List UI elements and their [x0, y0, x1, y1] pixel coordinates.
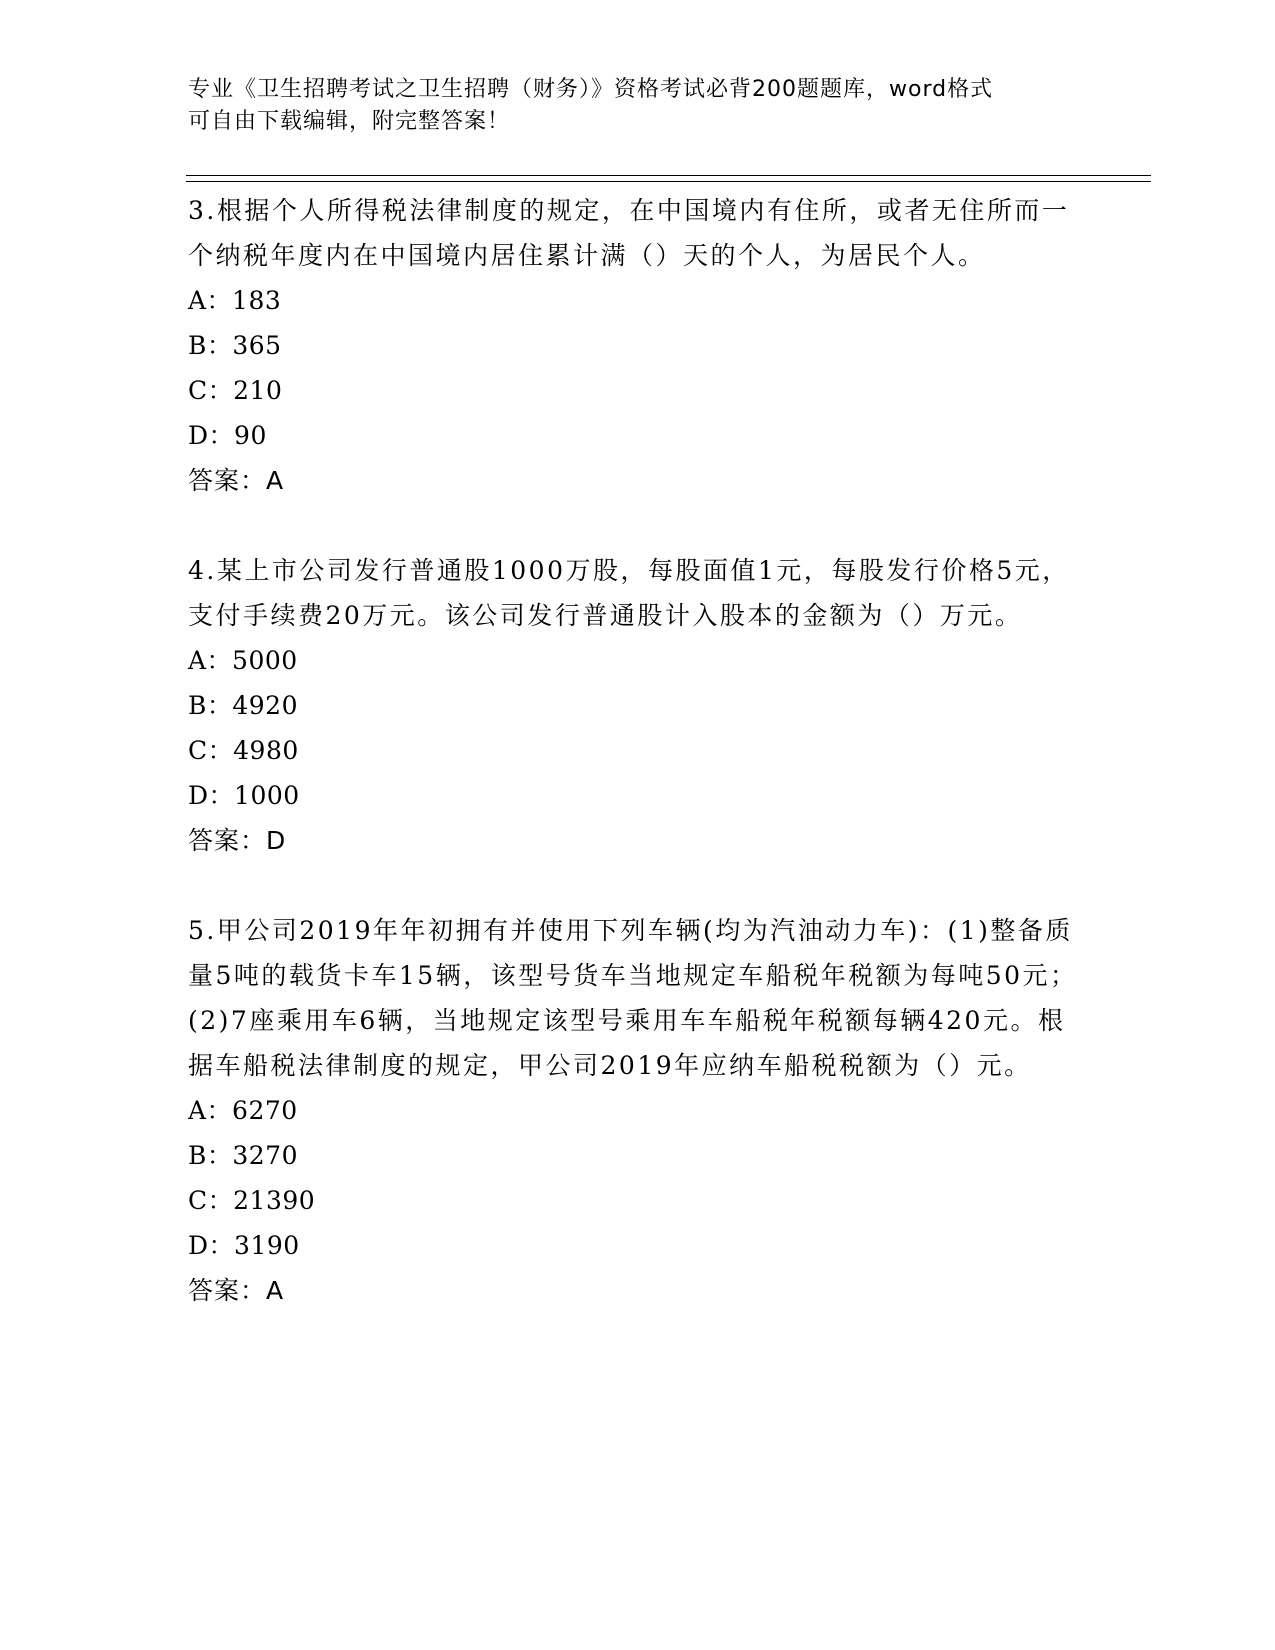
option-a: A：5000 — [188, 646, 298, 675]
option-a: A：183 — [188, 286, 282, 315]
answer: 答案：A — [188, 1276, 285, 1305]
option-b: B：4920 — [188, 691, 298, 720]
document-header — [188, 74, 1088, 138]
question-list — [188, 188, 1088, 1313]
option-b: B：3270 — [188, 1141, 298, 1170]
header-line-1: 专业《卫生招聘考试之卫生招聘（财务）》资格考试必背200题题库，word格式 — [188, 77, 994, 102]
question-stem: 5.甲公司2019年年初拥有并使用下列车辆(均为汽油动力车)：(1)整备质量5吨的载货卡车15辆，该型号货车当地规定车船税年税额为每吨50元；(2)7座乘用车6辆，当地规定该型号乘用车车船税年税额每辆420元。根据车船税法律制度的规定，甲公司2019年应纳车船税税额为（）元。 — [188, 916, 1078, 1080]
option-c: C：21390 — [188, 1186, 316, 1215]
option-c: C：210 — [188, 376, 283, 405]
question-5 — [188, 908, 1088, 1313]
option-c: C：4980 — [188, 736, 299, 765]
question-3 — [188, 188, 1088, 503]
question-stem: 4.某上市公司发行普通股1000万股，每股面值1元，每股发行价格5元，支付手续费20万元。该公司发行普通股计入股本的金额为（）万元。 — [188, 556, 1070, 630]
option-b: B：365 — [188, 331, 282, 360]
option-d: D：1000 — [188, 781, 300, 810]
question-stem: 3.根据个人所得税法律制度的规定，在中国境内有住所，或者无住所而一个纳税年度内在中国境内居住累计满（）天的个人，为居民个人。 — [188, 196, 1070, 270]
answer: 答案：D — [188, 826, 287, 855]
question-4 — [188, 548, 1088, 863]
header-line-2: 可自由下载编辑，附完整答案！ — [188, 109, 511, 134]
option-d: D：3190 — [188, 1231, 300, 1260]
header-divider-bottom — [186, 181, 1151, 182]
option-d: D：90 — [188, 421, 267, 450]
answer: 答案：A — [188, 466, 285, 495]
header-divider-top — [186, 175, 1151, 176]
option-a: A：6270 — [188, 1096, 298, 1125]
